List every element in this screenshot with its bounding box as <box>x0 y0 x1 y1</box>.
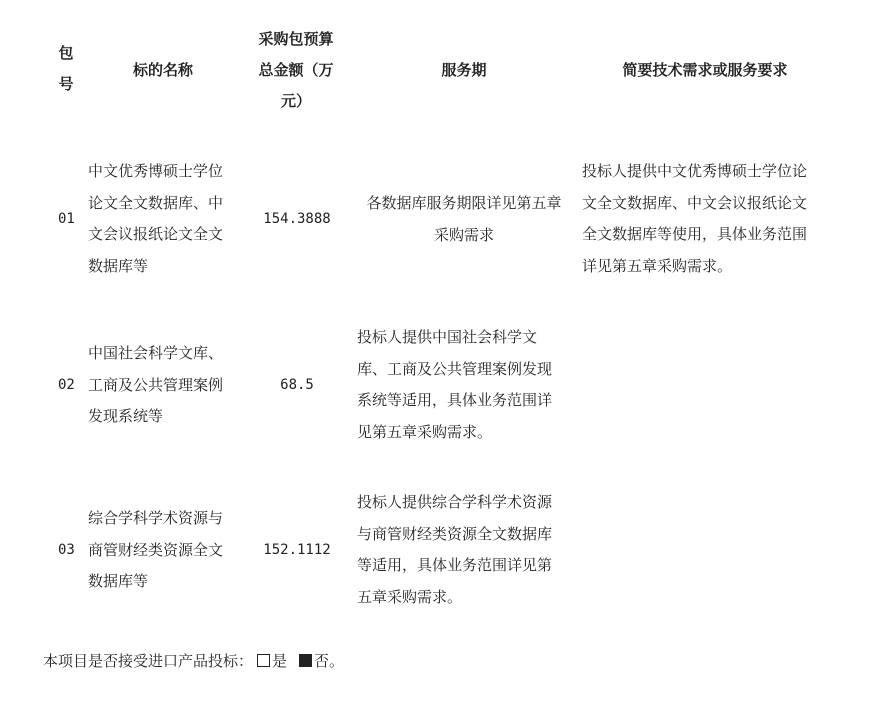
row-02-item-name: 中国社会科学文库、 工商及公共管理案例 发现系统等 <box>88 344 224 425</box>
header-item-name: 标的名称 <box>132 61 193 79</box>
row-02-budget: 68.5 <box>280 377 314 393</box>
header-budget: 采购包预算 总金额（万 元） <box>258 30 334 110</box>
header-package-no: 包 号 <box>58 44 74 93</box>
row-03-item-name: 综合学科学术资源与 商管财经类资源全文 数据库等 <box>88 509 224 590</box>
header-requirements: 简要技术需求或服务要求 <box>622 61 788 79</box>
row-01-service-period: 各数据库服务期限详见第五章 采购需求 <box>366 194 562 244</box>
row-02-number: 02 <box>58 377 75 393</box>
option-yes-label: 是 <box>272 652 288 670</box>
row-01-requirements: 投标人提供中文优秀博硕士学位论 文全文数据库、中文会议报纸论文 全文数据库等使用，具体业务范围 详见第五章采购需求。 <box>582 162 808 275</box>
checkbox-no-filled-icon <box>299 654 312 667</box>
row-02-service-period: 投标人提供中国社会科学文 库、工商及公共管理案例发现 系统等适用，具体业务范围详 见第五章采购需求。 <box>357 328 553 441</box>
import-question: 本项目是否接受进口产品投标： <box>43 652 254 670</box>
row-01-item-name: 中文优秀博硕士学位 论文全文数据库、中 文会议报纸论文全文 数据库等 <box>88 162 224 275</box>
row-03-service-period: 投标人提供综合学科学术资源 与商管财经类资源全文数据库 等适用，具体业务范围详见第 五章采购需求。 <box>357 493 553 606</box>
row-01-budget: 154.3888 <box>263 211 331 227</box>
option-no-label: 否。 <box>314 652 345 670</box>
import-products-note <box>43 646 344 678</box>
row-01-number: 01 <box>58 211 75 227</box>
header-service-period: 服务期 <box>441 61 487 79</box>
row-03-budget: 152.1112 <box>263 542 331 558</box>
checkbox-yes-icon <box>257 654 270 667</box>
row-03-number: 03 <box>58 542 75 558</box>
